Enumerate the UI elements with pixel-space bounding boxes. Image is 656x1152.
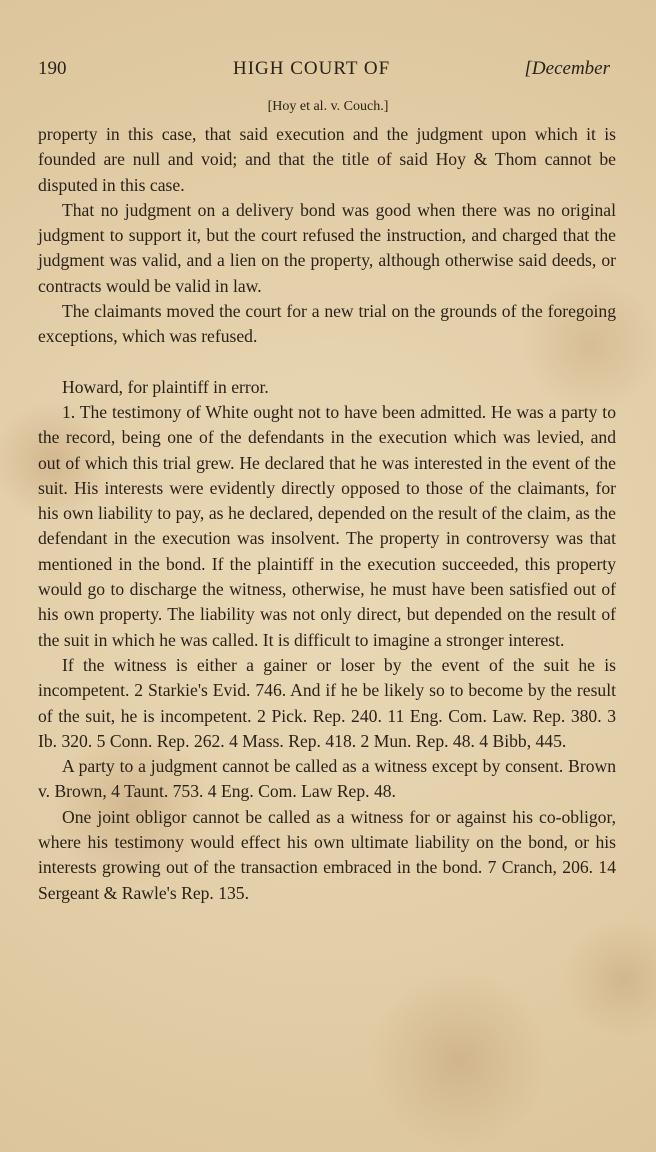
paragraph-party-to-judgment: A party to a judgment cannot be called as a witness except by consent. Brown v. Brown, 4 Taunt. 753. 4 Eng. Com. Law Rep. 48. — [38, 756, 616, 802]
paragraph-new-trial: The claimants moved the court for a new trial on the grounds of the foregoing exceptions, which was refused. — [38, 301, 616, 347]
paragraph-judgment-bond: That no judgment on a delivery bond was good when there was no original judgment to support it, but the court refused the instruction, and charged that the judgment was valid, and a lien on the property, although otherwise said deeds, or contracts would be valid in law. — [38, 199, 616, 296]
paragraph-joint-obligor: One joint obligor cannot be called as a witness for or against his co-obligor, where his testimony would effect his own ultimate liability on the bond, or his interests growing out of the transaction embraced in the bond. 7 Cranch, 206. 14 Sergeant & Rawle's Rep. 135. — [38, 806, 616, 903]
running-head — [38, 58, 610, 84]
running-title: HIGH COURT OF — [233, 58, 391, 79]
page-number: 190 — [38, 58, 67, 79]
case-reference: [Hoy et al. v. Couch.] — [267, 99, 389, 114]
paragraph-continuation: property in this case, that said execution and the judgment upon which it is founded are null and void; and that the title of said Hoy & Thom cannot be disputed in this case. — [38, 124, 616, 195]
paragraph-counsel: Howard, for plaintiff in error. — [62, 376, 269, 397]
running-month: [December — [524, 58, 610, 79]
paragraph-incompetent-witness: If the witness is either a gainer or loser by the event of the suit he is incompetent. 2 Starkie's Evid. 746. And if he be likely so to become by the result of the suit, he is incompetent. 2 Pick. Rep. 240. 11 Eng. Com. Law. Rep. 380. 3 Ib. 320. 5 Conn. Rep. 262. 4 Mass. Rep. 418. 2 Mun. Rep. 48. 4 Bibb, 445. — [38, 654, 616, 751]
body-text — [38, 122, 616, 906]
paragraph-point-one: 1. The testimony of White ought not to have been admitted. He was a party to the record, being one of the defendants in the execution which was levied, and out of which this trial grew. He declared that he was interested in the event of the suit. His interests were evidently directly opposed to those of the claimants, for his own liability to pay, as he declared, depended on the result of the claim, as the defendant in the execution was insolvent. The property in controversy was that mentioned in the bond. If the plaintiff in the execution succeeded, this property would go to discharge the witness, otherwise, he must have been satisfied out of his own property. The liability was not only direct, but depended on the result of the suit in which he was called. It is difficult to imagine a stronger interest. — [38, 401, 616, 650]
